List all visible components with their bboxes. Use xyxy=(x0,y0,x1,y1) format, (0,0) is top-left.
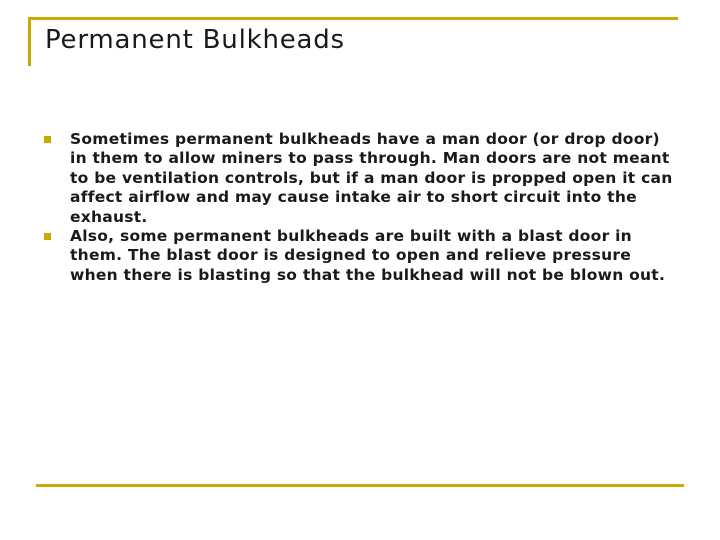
square-bullet-icon xyxy=(44,136,51,143)
square-bullet-icon xyxy=(44,233,51,240)
slide-title: Permanent Bulkheads xyxy=(45,25,345,55)
bullet-item-blast-door xyxy=(40,227,680,285)
bullet-list xyxy=(40,130,680,285)
footer-rule xyxy=(36,484,684,487)
bullet-item-man-door xyxy=(40,130,680,227)
bullet-text: Sometimes permanent bulkheads have a man door (or drop door) in them to allow miners to pass through. Man doors are not meant to be ventilation controls, but if a man door is propped open it can affect airflow and may cause intake air to short circuit into the exhaust. xyxy=(70,130,673,226)
bullet-text: Also, some permanent bulkheads are built with a blast door in them. The blast door is designed to open and relieve pressure when there is blasting so that the bulkhead will not be blown out. xyxy=(70,227,666,284)
title-top-rule xyxy=(28,17,678,20)
title-side-rule xyxy=(28,18,31,66)
